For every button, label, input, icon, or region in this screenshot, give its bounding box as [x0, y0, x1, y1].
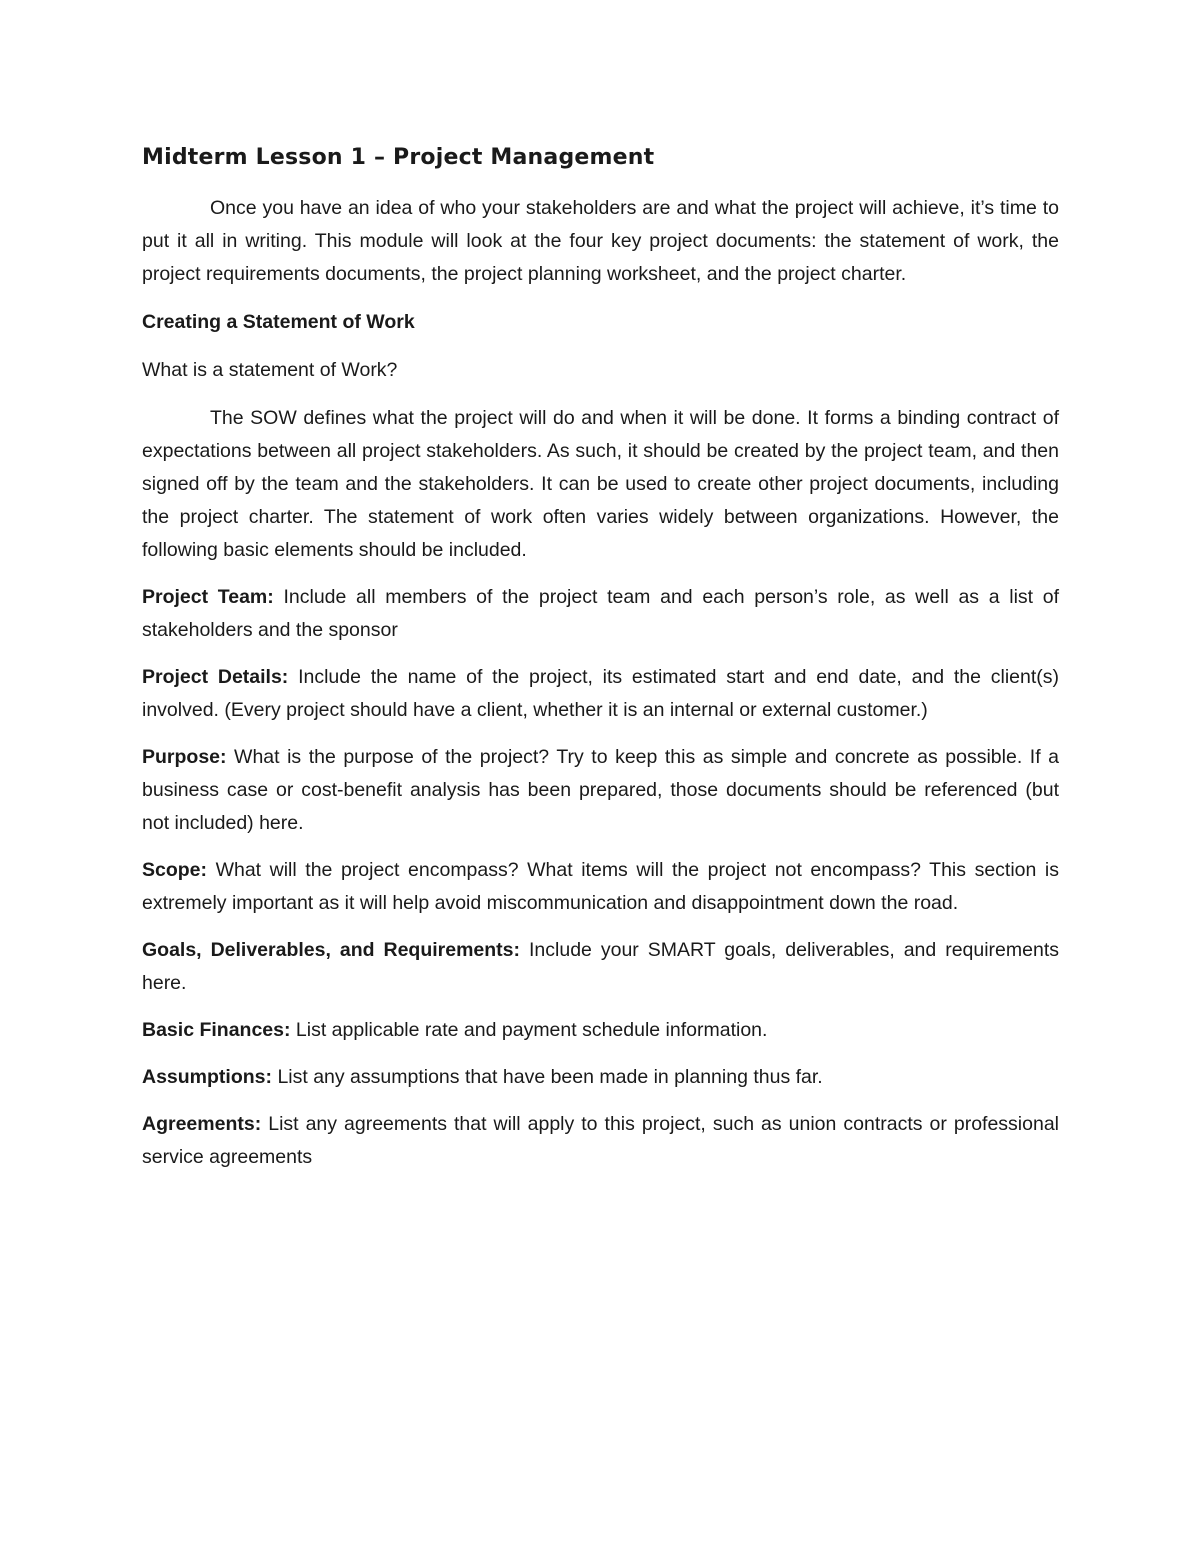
element-term: Scope:: [142, 859, 208, 881]
element-term: Purpose:: [142, 746, 227, 768]
element-scope: [142, 854, 1059, 920]
element-text: What is the purpose of the project? Try to keep this as simple and concrete as possible. If a business case or cost-benefit analysis has been prepared, those documents should be referenced (but not included) here.: [142, 746, 1059, 834]
element-text: List any agreements that will apply to this project, such as union contracts or professional service agreements: [142, 1113, 1059, 1168]
element-text: Include your SMART goals, deliverables, and requirements here.: [142, 939, 1059, 994]
page-title: Midterm Lesson 1 – Project Management: [142, 145, 655, 170]
element-term: Basic Finances:: [142, 1019, 291, 1041]
element-text: Include all members of the project team and each person’s role, as well as a list of stakeholders and the sponsor: [142, 586, 1060, 641]
element-text: Include the name of the project, its estimated start and end date, and the client(s) involved. (Every project should have a client, whether it is an internal or external customer.): [142, 666, 1060, 721]
sow-paragraph: The SOW defines what the project will do and when it will be done. It forms a binding contract of expectations between all project stakeholders. As such, it should be created by the project team, and then signed off by the team and the stakeholders. It can be used to create other project documents, including the project charter. The statement of work often varies widely between organizations. However, the following basic elements should be included.: [142, 407, 1059, 561]
element-agreements: [142, 1108, 1059, 1174]
element-basic-finances: [142, 1014, 1059, 1047]
element-text: List applicable rate and payment schedule information.: [295, 1019, 768, 1041]
element-text: What will the project encompass? What items will the project not encompass? This section is extremely important as it will help avoid miscommunication and disappointment down the road.: [142, 859, 1059, 914]
intro-paragraph: Once you have an idea of who your stakeholders are and what the project will achieve, it’s time to put it all in writing. This module will look at the four key project documents: the statement of work, the project requirements documents, the project planning worksheet, and the project charter.: [142, 197, 1059, 285]
element-project-team: [142, 581, 1059, 647]
element-text: List any assumptions that have been made in planning thus far.: [277, 1066, 823, 1088]
question-text: What is a statement of Work?: [142, 359, 398, 381]
element-project-details: [142, 661, 1059, 727]
element-purpose: [142, 741, 1059, 840]
element-term: Project Details:: [142, 666, 289, 688]
element-goals: [142, 934, 1059, 1000]
element-term: Project Team:: [142, 586, 274, 608]
element-term: Assumptions:: [142, 1066, 273, 1088]
element-term: Goals, Deliverables, and Requirements:: [142, 939, 521, 961]
element-assumptions: [142, 1061, 1059, 1094]
document-page: [142, 140, 1059, 1174]
element-term: Agreements:: [142, 1113, 262, 1135]
section-heading: Creating a Statement of Work: [142, 311, 415, 333]
